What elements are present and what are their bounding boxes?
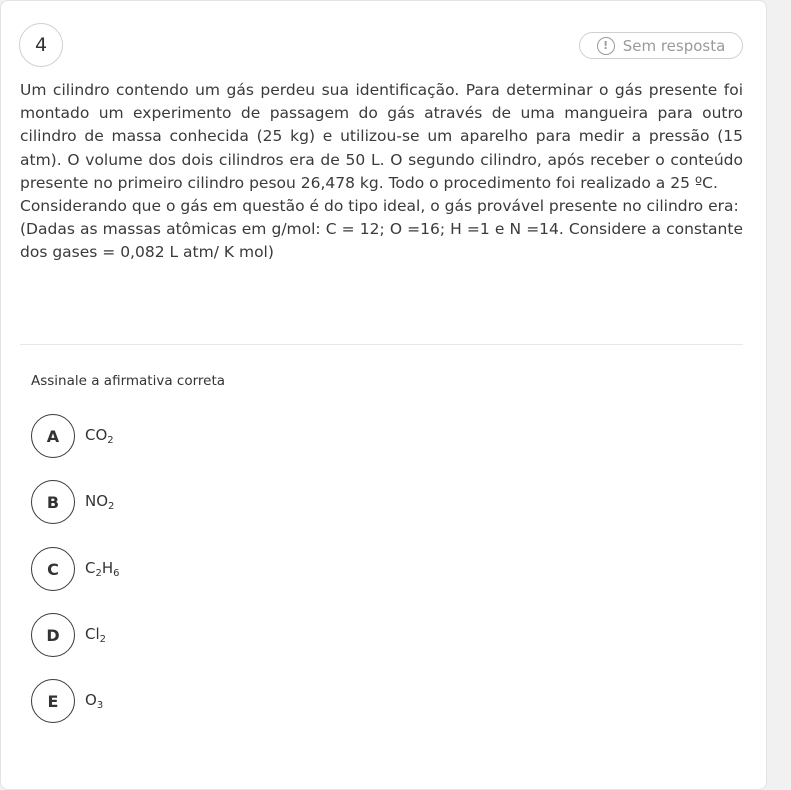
question-number: 4 — [19, 23, 63, 67]
option-d[interactable] — [31, 613, 106, 657]
option-a[interactable] — [31, 414, 114, 458]
option-c[interactable] — [31, 547, 120, 591]
divider — [20, 344, 743, 345]
option-text[interactable]: $C_2H_6$ — [85, 559, 120, 579]
exclamation-circle-icon: ! — [597, 37, 615, 55]
option-text[interactable]: $O_3$ — [85, 691, 104, 711]
option-e[interactable] — [31, 679, 103, 723]
option-letter[interactable]: A — [31, 414, 75, 458]
option-letter[interactable]: C — [31, 547, 75, 591]
option-letter[interactable]: D — [31, 613, 75, 657]
option-letter[interactable]: B — [31, 480, 75, 524]
statement-paragraph: (Dadas as massas atômicas em g/mol: C = 12; O =16; H =1 e N =14. Considere a constante dos gases = 0,082 L atm/ K mol) — [20, 220, 743, 262]
option-text[interactable]: $NO_2$ — [85, 492, 115, 512]
option-text[interactable]: $CO_2$ — [85, 426, 114, 446]
statement-paragraph: Um cilindro contendo um gás perdeu sua identificação. Para determinar o gás presente foi montado um experimento de passagem do gás através de uma mangueira para outro cilindro de massa conhecida (25 kg) e utilizou-se um aparelho para medir a pressão (15 atm). O volume dos dois cilindros era de 50 L. O segundo cilindro, após receber o conteúdo presente no primeiro cilindro pesou 26,478 kg. Todo o procedimento foi realizado a 25 ºC. — [20, 81, 743, 192]
option-b[interactable] — [31, 480, 114, 524]
answer-status-badge — [579, 32, 743, 59]
status-label: Sem resposta — [622, 36, 726, 55]
answer-instruction: Assinale a afirmativa correta — [31, 373, 226, 389]
question-statement — [20, 79, 743, 265]
option-text[interactable]: $Cl_2$ — [85, 625, 107, 645]
option-letter[interactable]: E — [31, 679, 75, 723]
statement-paragraph: Considerando que o gás em questão é do tipo ideal, o gás provável presente no cilindro era: — [20, 197, 739, 216]
